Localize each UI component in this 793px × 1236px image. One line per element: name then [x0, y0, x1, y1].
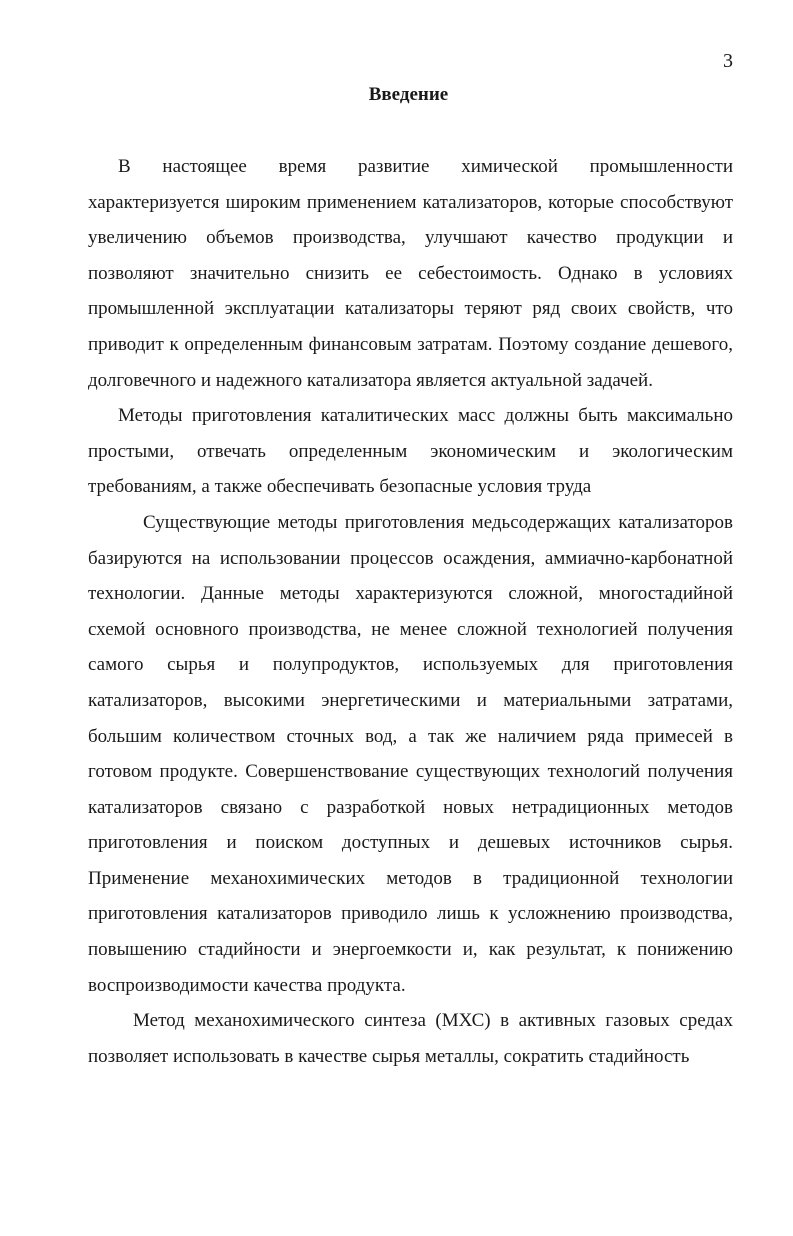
paragraph-mechanochemical-synthesis: Метод механохимического синтеза (МХС) в активных газовых средах позволяет использовать в качестве сырья металлы, сократить стадийность — [88, 1010, 733, 1067]
paragraph-methods-requirements: Методы приготовления каталитических масс должны быть максимально простыми, отвечать определенным экономическим и экологическим требованиям, а также обеспечивать безопасные условия труда — [88, 405, 733, 498]
page-title: Введение — [368, 84, 449, 105]
paragraph-intro: В настоящее время развитие химической промышленности характеризуется широким применением катализаторов, которые способствуют увеличению объемов производства, улучшают качество продукции и позволяют значительно снизить ее себестоимость. Однако в условиях промышленной эксплуатации катализаторы теряют ряд своих свойств, что приводит к определенным финансовым затратам. Поэтому создание дешевого, долговечного и надежного катализатора является актуальной задачей. — [88, 156, 733, 391]
body-text — [88, 149, 733, 1074]
page-number: 3 — [723, 50, 733, 72]
paragraph-existing-methods: Существующие методы приготовления медьсодержащих катализаторов базируются на использовании процессов осаждения, аммиачно-карбонатной технологии. Данные методы характеризуются сложной, многостадийной схемой основного производства, не менее сложной технологией получения самого сырья и полупродуктов, используемых для приготовления катализаторов, высокими энергетическими и материальными затратами, большим количеством сточных вод, а так же наличием ряда примесей в готовом продукте. Совершенствование существующих технологий получения катализаторов связано с разработкой новых нетрадиционных методов приготовления и поиском доступных и дешевых источников сырья. Применение механохимических методов в традиционной технологии приготовления катализаторов приводило лишь к усложнению производства, повышению стадийности и энергоемкости и, как результат, к понижению воспроизводимости качества продукта. — [88, 511, 733, 996]
